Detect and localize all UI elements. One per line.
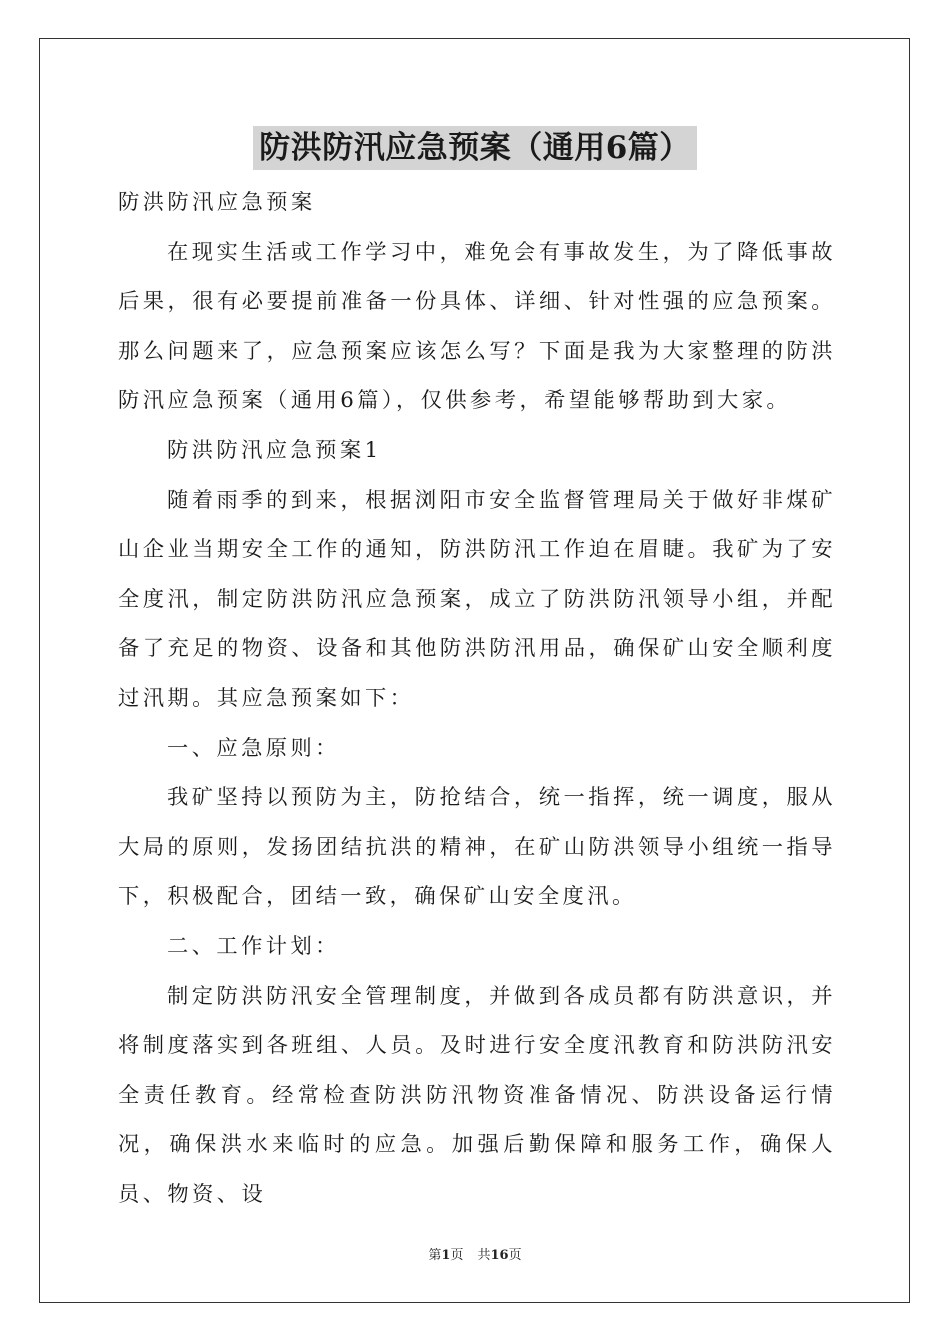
total-suffix: 页 [508, 1248, 522, 1263]
title-container [0, 126, 950, 170]
section-heading: 二、工作计划： [167, 933, 340, 959]
total-prefix: 共 [477, 1248, 491, 1263]
page-prefix: 第 [428, 1248, 442, 1263]
paragraph: 我矿坚持以预防为主，防抢结合，统一指挥，统一调度，服从大局的原则，发扬团结抗洪的精神，在矿山防洪领导小组统一指导下，积极配合，团结一致，确保矿山安全度汛。 [118, 785, 836, 910]
section-heading: 一、应急原则： [167, 735, 340, 761]
document-body [118, 178, 836, 1219]
document-title: 防洪防汛应急预案（通用6篇） [253, 126, 697, 170]
page-number: 1 [441, 1248, 451, 1263]
paragraph: 制定防洪防汛安全管理制度，并做到各成员都有防洪意识，并将制度落实到各班组、人员。及时进行安全度汛教育和防洪防汛安全责任教育。经常检查防洪防汛物资准备情况、防洪设备运行情况，确保洪水来临时的应急。加强后勤保障和服务工作，确保人员、物资、设 [118, 983, 836, 1207]
section-heading: 防洪防汛应急预案1 [167, 437, 382, 463]
page-footer [0, 1247, 950, 1265]
total-pages: 16 [490, 1248, 509, 1263]
paragraph: 在现实生活或工作学习中，难免会有事故发生，为了降低事故后果，很有必要提前准备一份具体、详细、针对性强的应急预案。那么问题来了，应急预案应该怎么写？下面是我为大家整理的防洪防汛应急预案（通用6篇），仅供参考，希望能够帮助到大家。 [118, 239, 836, 414]
paragraph: 防洪防汛应急预案 [118, 190, 316, 215]
paragraph: 随着雨季的到来，根据浏阳市安全监督管理局关于做好非煤矿山企业当期安全工作的通知，防洪防汛工作迫在眉睫。我矿为了安全度汛，制定防洪防汛应急预案，成立了防洪防汛领导小组，并配备了充足的物资、设备和其他防洪防汛用品，确保矿山安全顺利度过汛期。其应急预案如下： [118, 487, 836, 711]
page-suffix: 页 [450, 1248, 464, 1263]
